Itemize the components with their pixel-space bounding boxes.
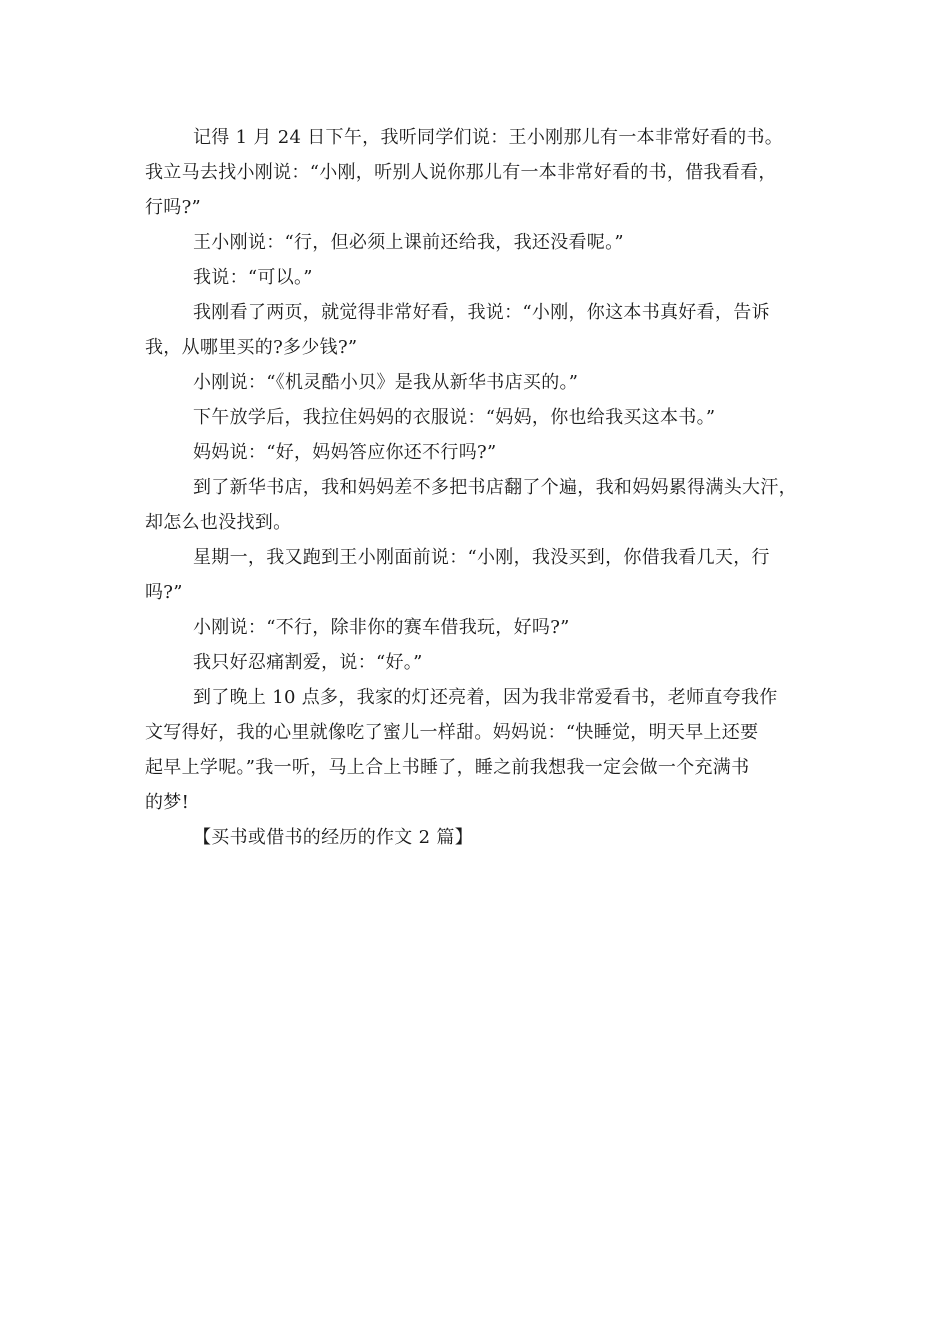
text-line: 我立马去找小刚说：“小刚，听别人说你那儿有一本非常好看的书，借我看看，: [145, 162, 777, 183]
paragraph: [145, 400, 815, 435]
text-line: 我，从哪里买的?多少钱?”: [145, 337, 358, 358]
paragraph: [145, 680, 815, 820]
essay-body: [145, 120, 815, 855]
text-line: 我只好忍痛割爱，说：“好。”: [193, 652, 423, 673]
paragraph: [145, 470, 815, 540]
paragraph: [145, 365, 815, 400]
text-line: 到了晚上 10 点多，我家的灯还亮着，因为我非常爱看书，老师直夸我作: [193, 687, 778, 708]
section-heading: [145, 820, 815, 855]
text-line: 文写得好，我的心里就像吃了蜜儿一样甜。妈妈说：“快睡觉，明天早上还要: [145, 722, 759, 743]
text-line: 我刚看了两页，就觉得非常好看，我说：“小刚，你这本书真好看，告诉: [193, 302, 770, 323]
text-line: 行吗?”: [145, 197, 202, 218]
paragraph: [145, 225, 815, 260]
text-line: 吗?”: [145, 582, 183, 603]
text-line: 星期一，我又跑到王小刚面前说：“小刚，我没买到，你借我看几天，行: [193, 547, 770, 568]
text-line: 王小刚说：“行，但必须上课前还给我，我还没看呢。”: [193, 232, 624, 253]
paragraph: [145, 120, 815, 225]
text-line: 我说：“可以。”: [193, 267, 313, 288]
text-line: 的梦!: [145, 792, 190, 813]
text-line: 下午放学后，我拉住妈妈的衣服说：“妈妈，你也给我买这本书。”: [193, 407, 716, 428]
paragraph: [145, 435, 815, 470]
text-line: 小刚说：“《机灵酷小贝》是我从新华书店买的。”: [193, 372, 579, 393]
paragraph: [145, 645, 815, 680]
paragraph: [145, 540, 815, 610]
text-line: 记得 1 月 24 日下午，我听同学们说：王小刚那儿有一本非常好看的书。: [193, 127, 784, 148]
text-line: 妈妈说：“好，妈妈答应你还不行吗?”: [193, 442, 497, 463]
text-line: 却怎么也没找到。: [145, 512, 292, 533]
text-line: 小刚说：“不行，除非你的赛车借我玩，好吗?”: [193, 617, 570, 638]
paragraph: [145, 260, 815, 295]
text-line: 起早上学呢。”我一听，马上合上书睡了，睡之前我想我一定会做一个充满书: [145, 757, 750, 778]
heading-line: 【买书或借书的经历的作文 2 篇】: [193, 827, 473, 848]
paragraph: [145, 295, 815, 365]
text-line: 到了新华书店，我和妈妈差不多把书店翻了个遍，我和妈妈累得满头大汗，: [193, 477, 797, 498]
paragraph: [145, 610, 815, 645]
